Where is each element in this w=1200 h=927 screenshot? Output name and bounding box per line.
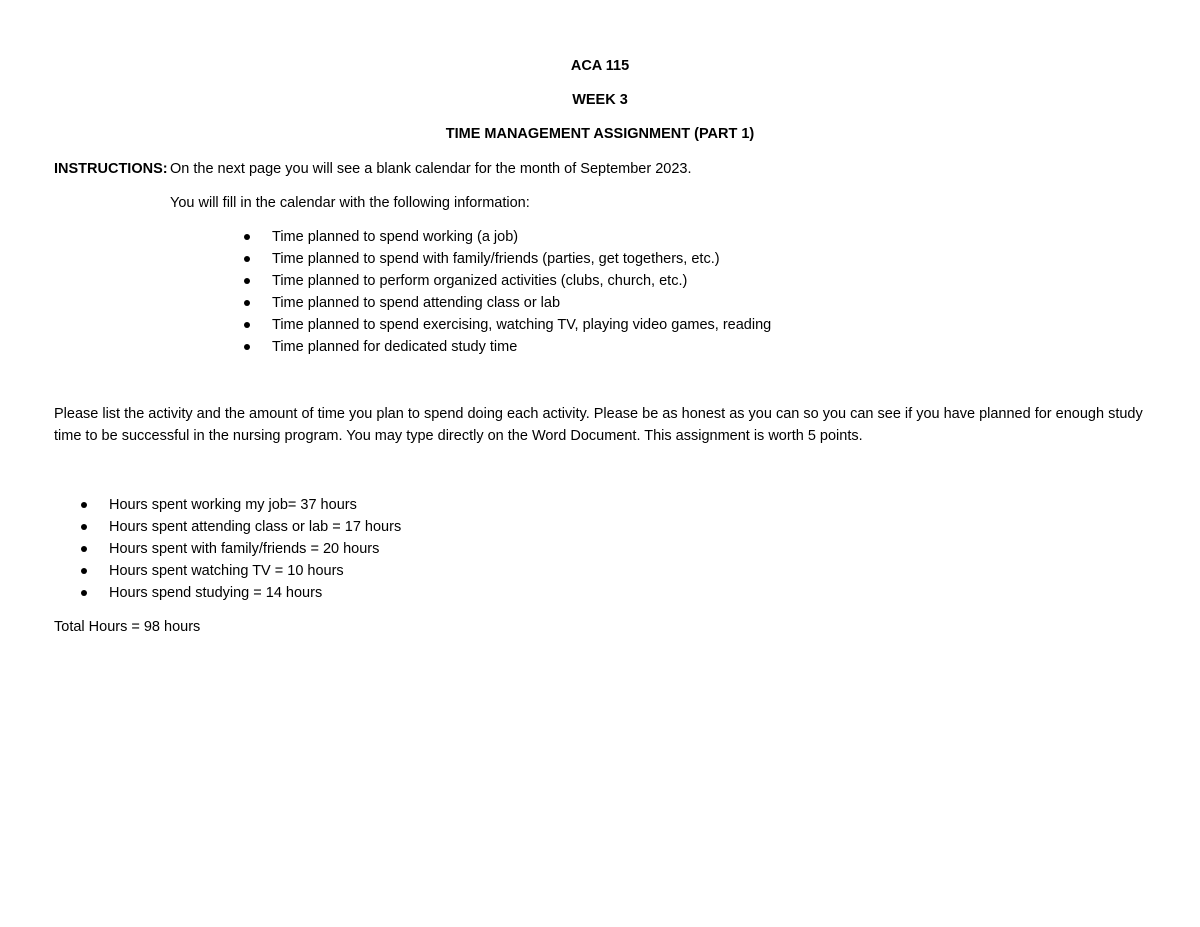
bullet-icon [244,344,250,350]
bullet-icon [244,278,250,284]
bullet-icon [81,568,87,574]
bullet-icon [244,234,250,240]
week-heading: WEEK 3 [572,92,628,108]
bullet-icon [81,524,87,530]
instructions-line-1: On the next page you will see a blank calendar for the month of September 2023. [170,161,692,177]
bullet-icon [81,546,87,552]
document-page: ACA 115 WEEK 3 TIME MANAGEMENT ASSIGNMENT (PART 1) INSTRUCTIONS: On the next page you will see a blank calendar for the month of September 2023. You will fill in the calendar with the following information: Time planned to spend working (a job) Time planned to spend with family/friends (parties, get togethers, etc.) Time planned to perform organized activities (clubs, church, etc.) Time planned to spend attending class or lab Time planned to spend exercising, watching TV, playing video games, reading Time planned for dedicated study time Please list the activity and the amount of time you plan to spend doing each activity. Please be as honest as you can so you can see if you have planned for enough study time to be successful in the nursing program. You may type directly on the Word Document. This assignment is worth 5 points. Hours spent working my job= 37 hours Hours spent attending class or lab = 17 hours Hours spent with family/friends = 20 hours Hours spent watching TV = 10 hours Hours spend studying = 14 hours Total Hours = 98 hours [0,0,1200,927]
course-code: ACA 115 [570,58,630,74]
instructions-line-2: You will fill in the calendar with the following information: [170,195,530,211]
assignment-title: TIME MANAGEMENT ASSIGNMENT (PART 1) [445,126,755,142]
bullet-icon [244,300,250,306]
bullet-icon [81,590,87,596]
bullet-icon [244,322,250,328]
total-hours: Total Hours = 98 hours [54,619,201,635]
bullet-icon [244,256,250,262]
instructions-paragraph: Please list the activity and the amount of time you plan to spend doing each activity. Please be as honest as you can so you can see if you have planned for enough study time to be successful in the nursing program. You may type directly on the Word Document. This assignment is worth 5 points. [54,406,1143,444]
instructions-label: INSTRUCTIONS: [54,161,168,177]
bullet-icon [81,502,87,508]
